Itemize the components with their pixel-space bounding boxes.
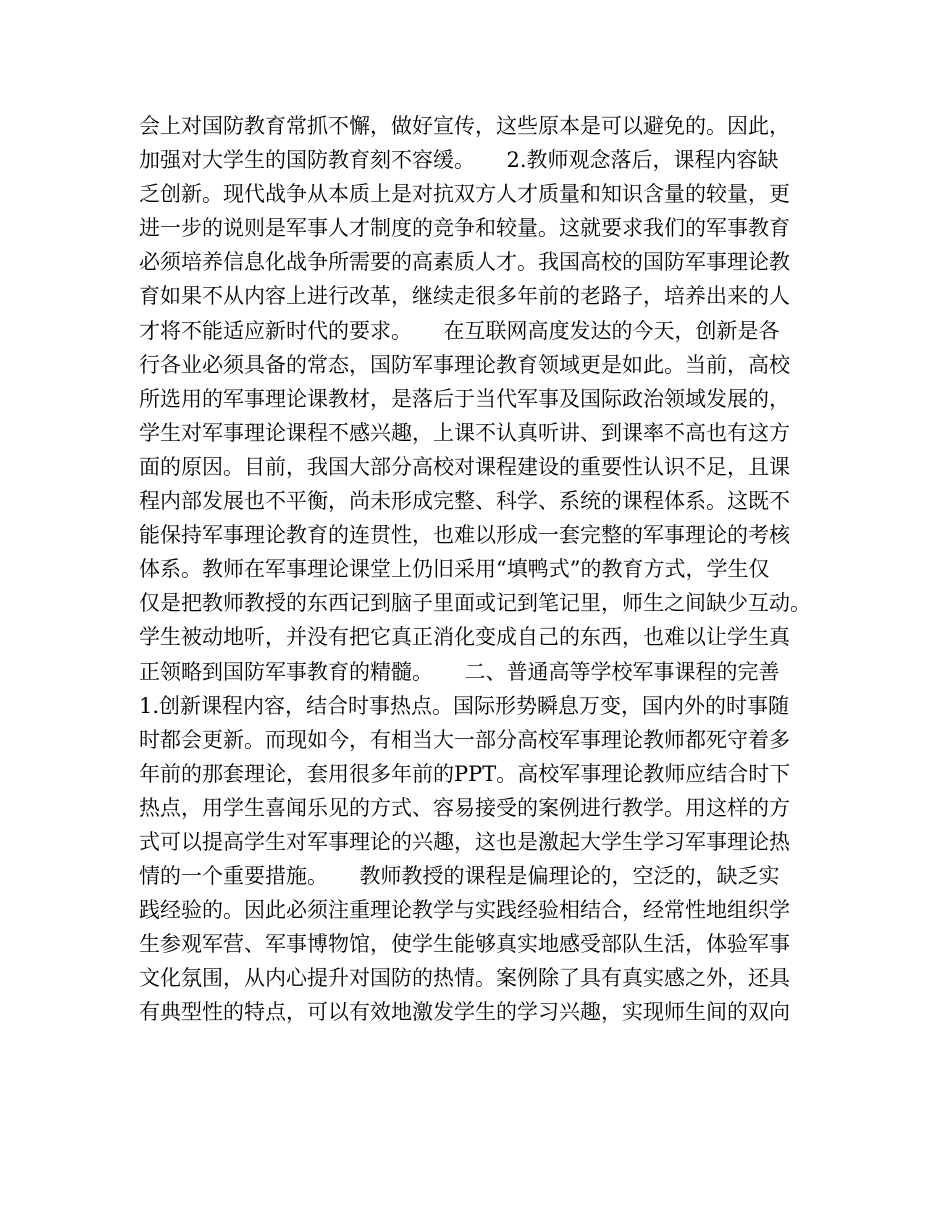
text-line: 年前的那套理论，套用很多年前的PPT。高校军事理论教师应结合时下	[139, 761, 791, 786]
text-line: 面的原因。目前，我国大部分高校对课程建设的重要性认识不足，且课	[139, 454, 790, 479]
text-line: 正领略到国防军事教育的精髓。 二、普通高等学校军事课程的完善	[139, 659, 780, 684]
text-line: 体系。教师在军事理论课堂上仍旧采用“填鸭式”的教育方式，学生仅	[139, 557, 770, 582]
text-line: 式可以提高学生对军事理论的兴趣，这也是激起大学生学习军事理论热	[139, 829, 790, 854]
text-line: 文化氛围，从内心提升对国防的热情。案例除了具有真实感之外，还具	[139, 966, 790, 991]
text-line: 有典型性的特点，可以有效地激发学生的学习兴趣，实现师生间的双向	[139, 1000, 790, 1025]
text-line: 热点，用学生喜闻乐见的方式、容易接受的案例进行教学。用这样的方	[139, 795, 790, 820]
text-line: 程内部发展也不平衡，尚未形成完整、科学、系统的课程体系。这既不	[139, 489, 790, 514]
text-line: 1.创新课程内容，结合时事热点。国际形势瞬息万变，国内外的时事随	[139, 693, 790, 718]
text-line: 情的一个重要措施。 教师教授的课程是偏理论的，空泛的，缺乏实	[139, 864, 780, 889]
text-line: 会上对国防教育常抓不懈，做好宣传，这些原本是可以避免的。因此，	[139, 114, 790, 138]
text-line: 能保持军事理论教育的连贯性，也难以形成一套完整的军事理论的考核	[139, 523, 790, 548]
text-line: 才将不能适应新时代的要求。 在互联网高度发达的今天，创新是各	[139, 318, 780, 343]
text-line: 学生对军事理论课程不感兴趣，上课不认真听讲、到课率不高也有这方	[139, 420, 790, 445]
text-line: 行各业必须具备的常态，国防军事理论教育领域更是如此。当前，高校	[139, 352, 790, 377]
body-text	[139, 109, 839, 1030]
text-line: 进一步的说则是军事人才制度的竞争和较量。这就要求我们的军事教育	[139, 216, 790, 241]
text-line: 时都会更新。而现如今，有相当大一部分高校军事理论教师都死守着多	[139, 727, 790, 752]
text-line: 育如果不从内容上进行改革，继续走很多年前的老路子，培养出来的人	[139, 284, 790, 309]
text-line: 学生被动地听，并没有把它真正消化变成自己的东西，也难以让学生真	[139, 625, 790, 650]
text-line: 践经验的。因此必须注重理论教学与实践经验相结合，经常性地组织学	[139, 898, 790, 923]
text-line: 仅是把教师教授的东西记到脑子里面或记到笔记里，师生之间缺少互动。	[139, 591, 811, 616]
text-line: 加强对大学生的国防教育刻不容缓。 2.教师观念落后，课程内容缺	[139, 148, 779, 173]
text-line: 必须培养信息化战争所需要的高素质人才。我国高校的国防军事理论教	[139, 250, 790, 275]
text-line: 乏创新。现代战争从本质上是对抗双方人才质量和知识含量的较量，更	[139, 182, 790, 207]
text-line: 所选用的军事理论课教材，是落后于当代军事及国际政治领域发展的，	[139, 386, 790, 411]
text-line: 生参观军营、军事博物馆，使学生能够真实地感受部队生活，体验军事	[139, 932, 790, 957]
